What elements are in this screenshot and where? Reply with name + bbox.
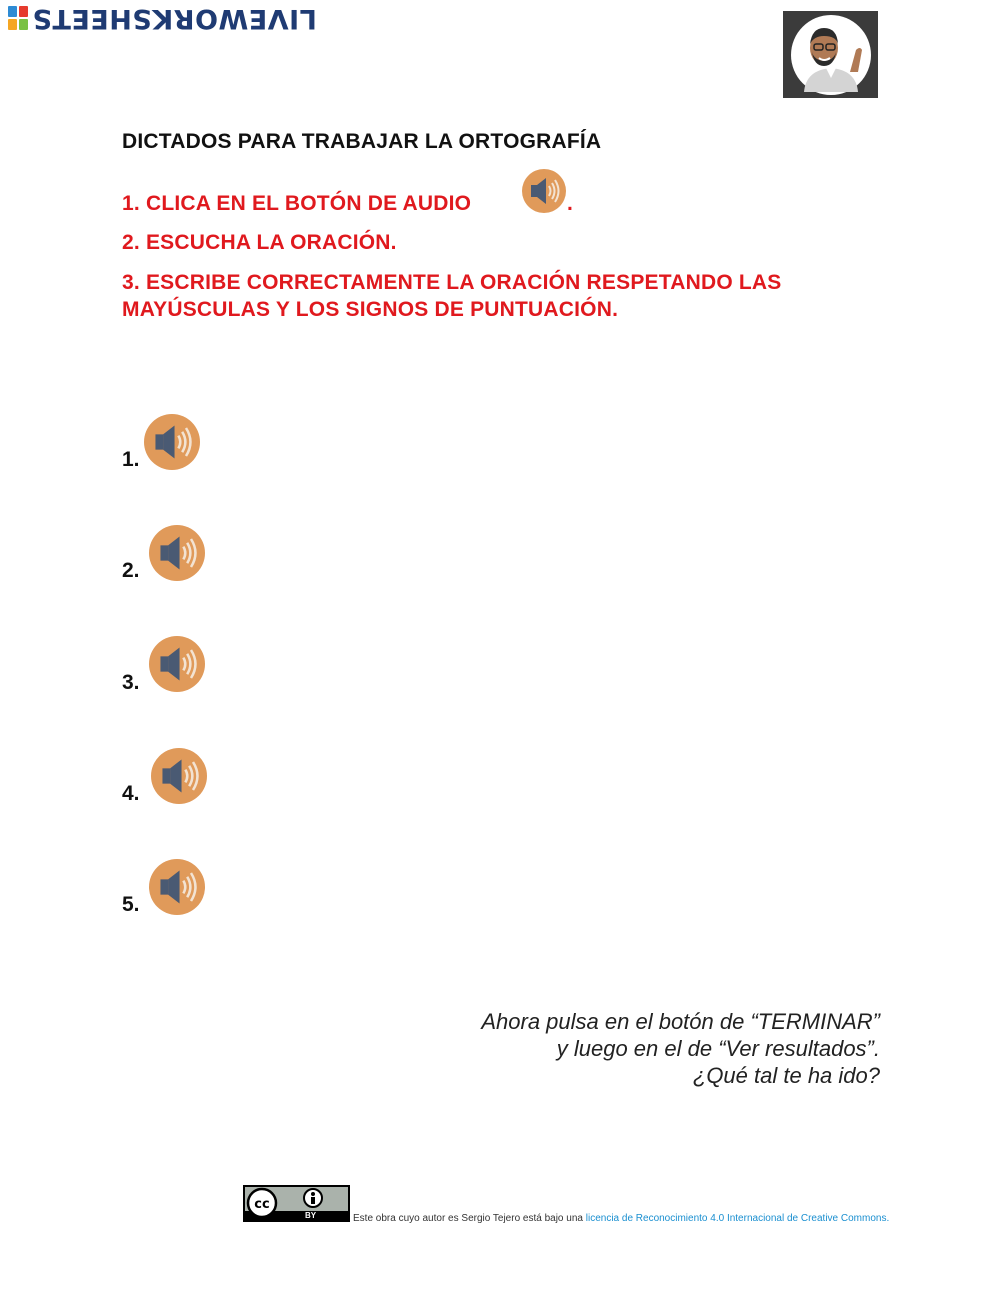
license-text <box>353 1213 889 1224</box>
instruction-step-1-end: . <box>567 192 574 215</box>
speaker-audio-icon[interactable] <box>149 636 205 697</box>
cc-license-badge[interactable] <box>243 1185 350 1222</box>
speaker-audio-icon[interactable] <box>144 414 200 475</box>
logo-text: LIVEWORKSHEETS <box>32 3 317 34</box>
speaker-audio-icon[interactable] <box>151 748 207 809</box>
license-link[interactable]: licencia de Reconocimiento 4.0 Internacional de Creative Commons. <box>585 1213 890 1224</box>
item-label-2: 2. <box>122 559 140 582</box>
liveworksheets-logo <box>8 4 317 32</box>
speaker-audio-icon <box>522 169 566 218</box>
instruction-step-1-text: 1. CLICA EN EL BOTÓN DE AUDIO <box>122 192 472 215</box>
teacher-avatar-icon <box>783 11 878 98</box>
speaker-audio-icon[interactable] <box>149 859 205 920</box>
instruction-step-2: 2. ESCUCHA LA ORACIÓN. <box>122 231 397 254</box>
item-label-3: 3. <box>122 671 140 694</box>
logo-blocks-icon <box>8 6 28 30</box>
speaker-audio-icon[interactable] <box>149 525 205 586</box>
closing-line-2: y luego en el de “Ver resultados”. <box>556 1036 880 1061</box>
item-label-5: 5. <box>122 893 140 916</box>
item-label-4: 4. <box>122 782 140 805</box>
svg-text:cc: cc <box>254 1197 270 1212</box>
instruction-step-3-line-1: 3. ESCRIBE CORRECTAMENTE LA ORACIÓN RESPETANDO LAS <box>122 271 782 294</box>
instruction-step-1 <box>122 190 471 217</box>
closing-line-1: Ahora pulsa en el botón de “TERMINAR” <box>481 1009 880 1034</box>
cc-by-label: BY <box>305 1211 317 1220</box>
instruction-step-3-line-2: MAYÚSCULAS Y LOS SIGNOS DE PUNTUACIÓN. <box>122 298 619 321</box>
page-title: DICTADOS PARA TRABAJAR LA ORTOGRAFÍA <box>122 130 602 153</box>
item-label-1: 1. <box>122 448 140 471</box>
closing-message <box>481 1008 880 1089</box>
closing-line-3: ¿Qué tal te ha ido? <box>692 1063 880 1088</box>
license-statement: Este obra cuyo autor es Sergio Tejero está bajo una <box>353 1213 586 1224</box>
